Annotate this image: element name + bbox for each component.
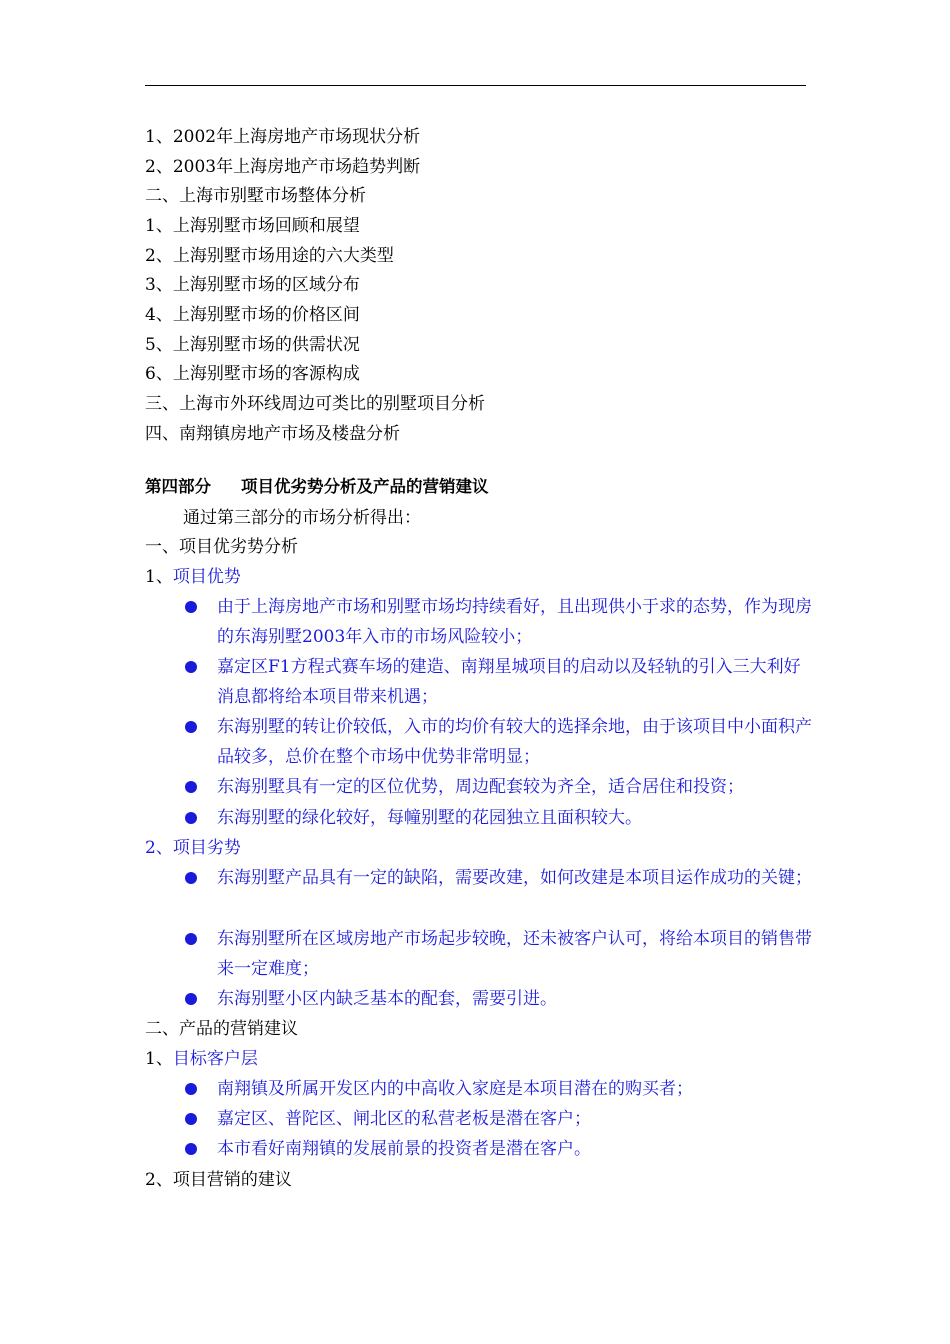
toc-item: 1、上海别墅市场回顾和展望 [145, 216, 360, 236]
toc-item: 2、2003年上海房地产市场趋势判断 [145, 157, 421, 177]
subsection-heading [145, 1044, 258, 1074]
bullet-icon [185, 1113, 197, 1125]
toc-item: 4、上海别墅市场的价格区间 [145, 305, 360, 325]
toc-item: 6、上海别墅市场的客源构成 [145, 364, 360, 384]
section-heading: 二、产品的营销建议 [145, 1019, 298, 1039]
subsection-heading: 2、项目营销的建议 [145, 1170, 292, 1190]
toc-item: 二、上海市别墅市场整体分析 [145, 186, 366, 206]
subsection-title: 目标客户层 [172, 1049, 258, 1069]
toc-item: 1、2002年上海房地产市场现状分析 [145, 127, 421, 147]
bullet-icon [185, 993, 197, 1005]
header-rule [145, 85, 806, 86]
bullet-icon [185, 812, 197, 824]
intro-text: 通过第三部分的市场分析得出： [183, 508, 421, 528]
part-title: 项目优劣势分析及产品的营销建议 [241, 477, 489, 496]
bullet-icon [185, 872, 197, 884]
subsection-number: 1、 [145, 1049, 173, 1069]
subsection-heading [145, 562, 241, 592]
toc-item: 5、上海别墅市场的供需状况 [145, 335, 360, 355]
section-heading: 一、项目优劣势分析 [145, 537, 298, 557]
bullet-icon [185, 933, 197, 945]
toc-item: 2、上海别墅市场用途的六大类型 [145, 246, 394, 266]
bullet-icon [185, 721, 197, 733]
part-heading [145, 472, 489, 502]
bullet-icon [185, 661, 197, 673]
subsection-number: 1、 [145, 567, 173, 587]
toc-item: 三、上海市外环线周边可类比的别墅项目分析 [145, 394, 485, 414]
subsection-title: 项目优势 [172, 567, 241, 587]
toc-item: 3、上海别墅市场的区域分布 [145, 275, 360, 295]
bullet-icon [185, 781, 197, 793]
bullet-icon [185, 1143, 197, 1155]
subsection-heading: 2、项目劣势 [145, 838, 241, 858]
toc-item: 四、南翔镇房地产市场及楼盘分析 [145, 424, 400, 444]
part-label: 第四部分 [145, 477, 211, 496]
bullet-icon [185, 1083, 197, 1095]
bullet-icon [185, 601, 197, 613]
